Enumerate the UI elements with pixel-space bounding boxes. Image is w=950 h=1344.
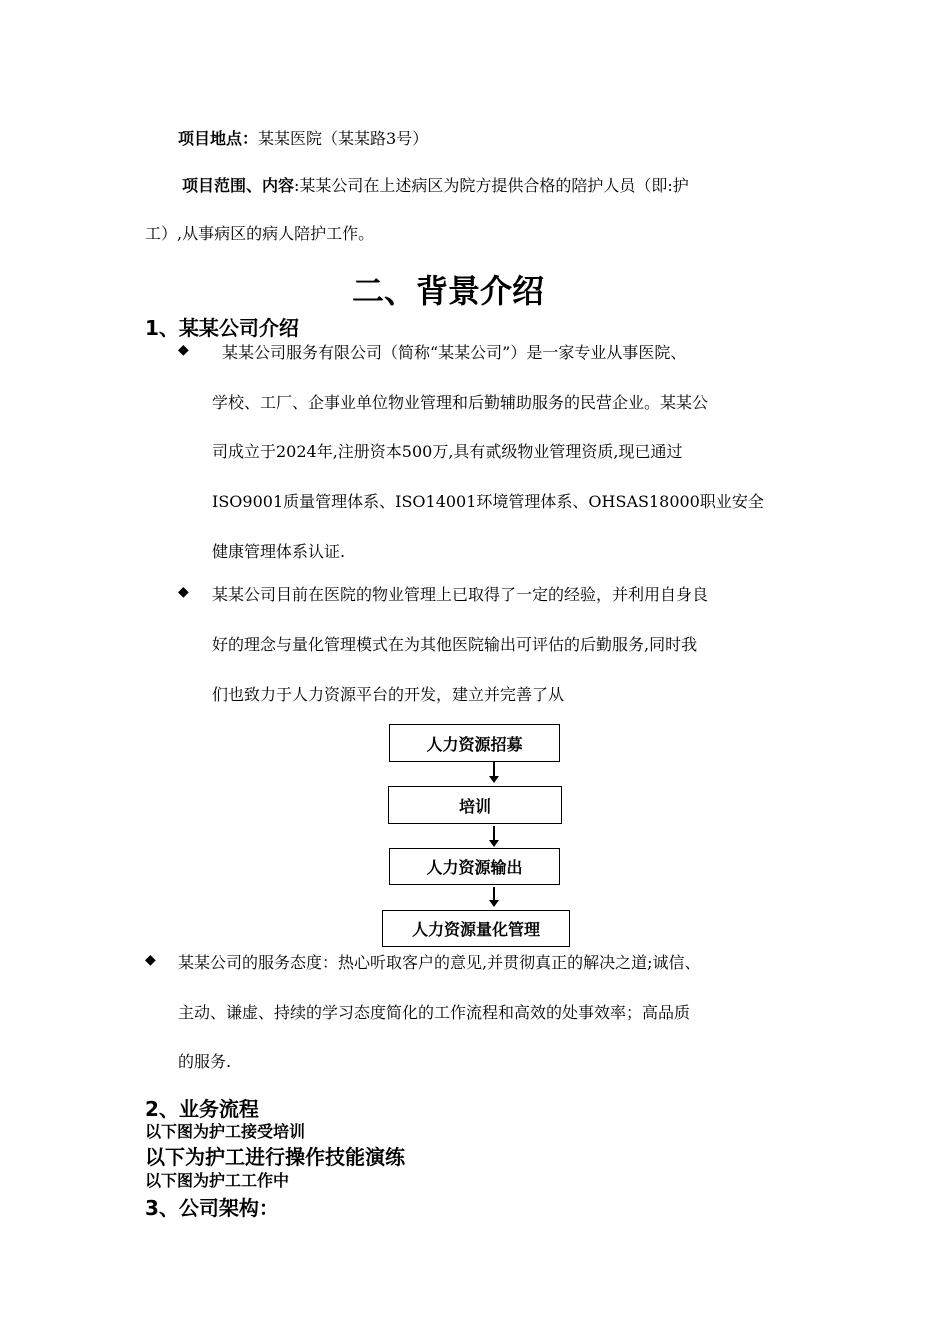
subsection-title-company-intro: 1、某某公司介绍 <box>145 316 299 340</box>
flow-arrow-icon <box>493 826 495 841</box>
paragraph-line: 们也致力于人力资源平台的开发，建立并完善了从 <box>212 685 565 704</box>
paragraph-line: 某某公司服务有限公司（简称“某某公司”）是一家专业从事医院、 <box>222 343 687 362</box>
paragraph-line: 的服务. <box>178 1052 232 1071</box>
project-scope-continued: 工）,从事病区的病人陪护工作。 <box>145 224 375 243</box>
paragraph-line: 好的理念与量化管理模式在为其他医院输出可评估的后勤服务,同时我 <box>212 635 698 654</box>
paragraph-line: 学校、工厂、企事业单位物业管理和后勤辅助服务的民营企业。某某公 <box>212 393 709 412</box>
paragraph-line: 主动、谦虚、持续的学习态度简化的工作流程和高效的处事效率；高品质 <box>178 1003 691 1022</box>
paragraph-line: 司成立于2024年,注册资本500万,具有贰级物业管理资质,现已通过 <box>212 442 683 461</box>
paragraph-line: 某某公司的服务态度：热心听取客户的意见,并贯彻真正的解决之道;诚信、 <box>178 953 701 972</box>
flow-arrow-icon <box>493 762 495 777</box>
flow-arrow-icon <box>493 887 495 901</box>
project-location-label: 项目地点： <box>178 129 259 148</box>
flow-step-recruitment: 人力资源招募 <box>389 724 560 762</box>
paragraph-line: 某某公司目前在医院的物业管理上已取得了一定的经验，并利用自身良 <box>212 585 709 604</box>
bullet-icon: ◆ <box>178 584 189 600</box>
project-scope-label: 项目范围、内容 <box>182 176 295 195</box>
project-location <box>178 126 428 149</box>
caption-skill-drill: 以下为护工进行操作技能演练 <box>145 1145 405 1169</box>
flow-step-output: 人力资源输出 <box>389 848 560 885</box>
subsection-title-company-structure: 3、公司架构： <box>145 1196 279 1220</box>
flow-step-training: 培训 <box>388 786 562 824</box>
project-location-value: 某某医院（某某路3号） <box>258 129 429 148</box>
caption-at-work: 以下图为护工工作中 <box>145 1171 290 1190</box>
project-scope <box>182 173 689 196</box>
bullet-icon: ◆ <box>178 342 189 358</box>
section-title: 二、背景介绍 <box>352 272 545 310</box>
paragraph-line: 健康管理体系认证. <box>212 542 346 561</box>
paragraph-line: ISO9001质量管理体系、ISO14001环境管理体系、OHSAS18000职业安全 <box>212 492 764 511</box>
bullet-icon: ◆ <box>145 952 156 968</box>
subsection-title-business-process: 2、业务流程 <box>145 1097 259 1121</box>
flow-step-quantified-management: 人力资源量化管理 <box>382 910 570 947</box>
caption-training: 以下图为护工接受培训 <box>145 1122 306 1141</box>
project-scope-value: :某某公司在上述病区为院方提供合格的陪护人员（即:护 <box>294 176 689 195</box>
